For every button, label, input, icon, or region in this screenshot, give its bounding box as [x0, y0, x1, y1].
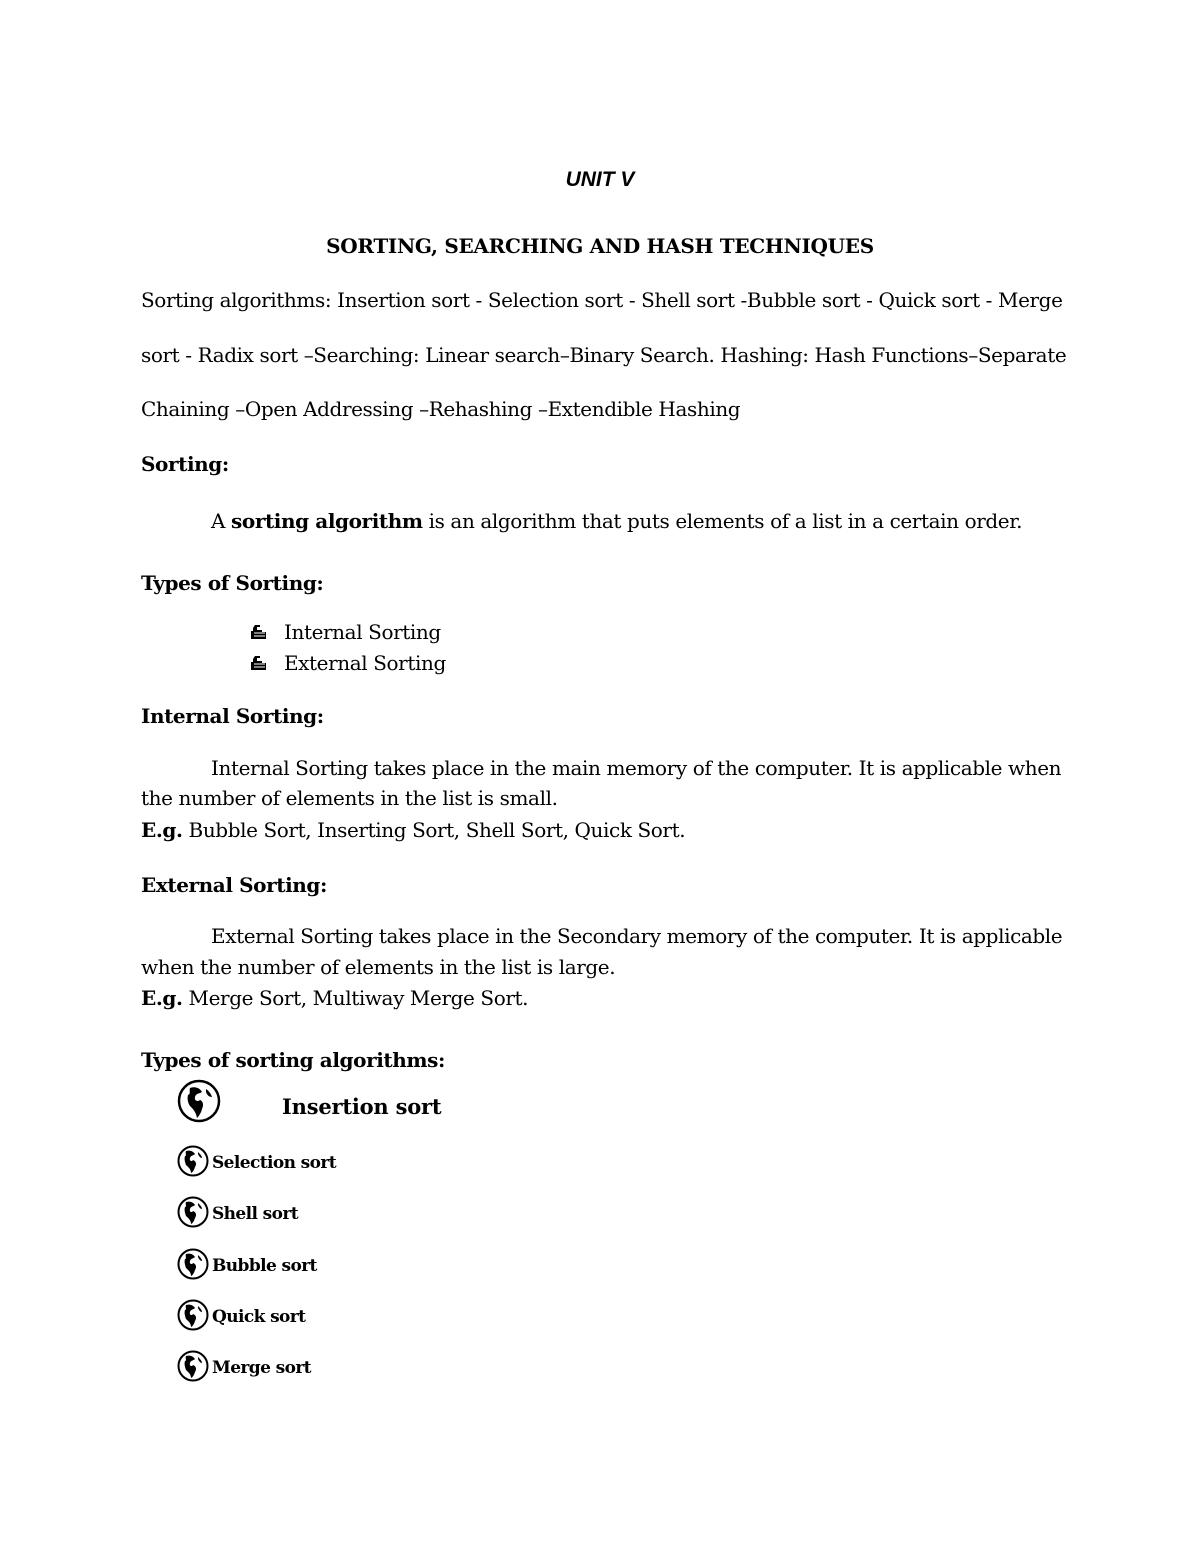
example-text: Bubble Sort, Inserting Sort, Shell Sort, Quick Sort.	[182, 818, 686, 842]
hand-pointing-icon	[250, 623, 268, 641]
sorting-definition	[211, 509, 1022, 533]
hand-pointing-icon	[250, 654, 268, 672]
external-example	[141, 986, 528, 1010]
external-line-1: External Sorting takes place in the Secondary memory of the computer. It is applicable	[211, 924, 1063, 948]
example-label: E.g.	[141, 818, 183, 842]
sorting-heading: Sorting:	[141, 452, 229, 476]
types-item	[250, 651, 446, 675]
algorithm-item: Shell sort	[212, 1204, 299, 1224]
algorithm-item: Selection sort	[212, 1153, 336, 1173]
types-item-label: External Sorting	[283, 651, 446, 675]
internal-line-2: the number of elements in the list is small.	[141, 786, 558, 810]
globe-icon	[176, 1145, 210, 1177]
types-item	[250, 620, 441, 644]
internal-line-1: Internal Sorting takes place in the main memory of the computer. It is applicable when	[211, 756, 1062, 780]
algorithm-item: Quick sort	[212, 1307, 306, 1327]
internal-example	[141, 818, 685, 842]
definition-term: sorting algorithm	[231, 509, 423, 533]
syllabus-line-3: Chaining –Open Addressing –Rehashing –Extendible Hashing	[141, 397, 741, 421]
globe-icon	[176, 1299, 210, 1331]
globe-icon	[176, 1196, 210, 1228]
example-label: E.g.	[141, 986, 183, 1010]
internal-heading: Internal Sorting:	[141, 704, 324, 728]
definition-prefix: A	[211, 509, 232, 533]
algorithm-item: Merge sort	[212, 1358, 311, 1378]
syllabus-line-1: Sorting algorithms: Insertion sort - Selection sort - Shell sort -Bubble sort - Quick sort - Merge	[141, 288, 1063, 312]
types-heading: Types of Sorting:	[141, 571, 324, 595]
page-title: SORTING, SEARCHING AND HASH TECHNIQUES	[326, 234, 874, 258]
algorithms-heading: Types of sorting algorithms:	[141, 1048, 446, 1072]
types-item-label: Internal Sorting	[283, 620, 441, 644]
external-line-2: when the number of elements in the list is large.	[141, 955, 616, 979]
external-heading: External Sorting:	[141, 873, 327, 897]
globe-icon	[176, 1350, 210, 1382]
unit-title: UNIT V	[565, 168, 635, 191]
algorithm-item: Insertion sort	[282, 1094, 442, 1119]
algorithm-item: Bubble sort	[212, 1256, 317, 1276]
example-text: Merge Sort, Multiway Merge Sort.	[182, 986, 529, 1010]
syllabus-line-2: sort - Radix sort –Searching: Linear search–Binary Search. Hashing: Hash Functions–Separate	[141, 343, 1067, 367]
globe-icon	[176, 1079, 222, 1123]
definition-suffix: is an algorithm that puts elements of a list in a certain order.	[422, 509, 1023, 533]
globe-icon	[176, 1248, 210, 1280]
